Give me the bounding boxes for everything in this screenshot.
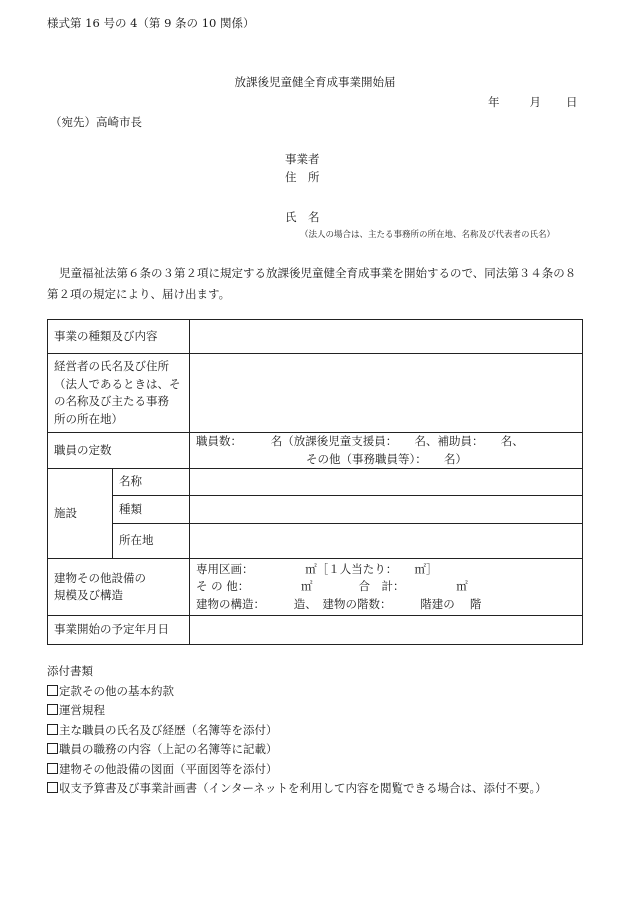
table-row	[48, 496, 583, 524]
business-type-value[interactable]	[190, 320, 583, 354]
facility-location-label: 所在地	[113, 524, 190, 559]
applicant-address-label: 住 所	[285, 170, 320, 184]
applicant-block	[285, 150, 320, 186]
table-row	[48, 354, 583, 433]
facility-location-value[interactable]	[190, 524, 583, 559]
checkbox-icon[interactable]	[47, 704, 58, 715]
attachment-item[interactable]: 運営規程	[47, 701, 547, 721]
operator-label: 経営者の氏名及び住所 （法人であるときは、そ の名称及び主たる事務 所の所在地）	[48, 354, 190, 433]
attachment-item[interactable]: 職員の職務の内容（上記の名簿等に記載）	[47, 740, 547, 760]
attachment-item[interactable]: 主な職員の氏名及び経歴（名簿等を添付）	[47, 721, 547, 741]
business-type-label: 事業の種類及び内容	[48, 320, 190, 354]
table-row	[48, 469, 583, 496]
start-date-label: 事業開始の予定年月日	[48, 616, 190, 645]
checkbox-icon[interactable]	[47, 763, 58, 774]
date-day: 日	[566, 95, 578, 109]
staff-label: 職員の定数	[48, 433, 190, 469]
document-title: 放課後児童健全育成事業開始届	[234, 75, 396, 89]
facility-type-value[interactable]	[190, 496, 583, 524]
application-table	[47, 319, 583, 645]
table-row	[48, 616, 583, 645]
facility-name-label: 名称	[113, 469, 190, 496]
attachment-item[interactable]: 建物その他設備の図面（平面図等を添付）	[47, 760, 547, 780]
date-month: 月	[529, 95, 541, 109]
facility-label: 施設	[48, 469, 113, 559]
start-date-value[interactable]	[190, 616, 583, 645]
facility-type-label: 種類	[113, 496, 190, 524]
table-row	[48, 433, 583, 469]
attachments-heading: 添付書類	[47, 664, 93, 678]
applicant-label: 事業者	[285, 152, 320, 166]
facility-name-value[interactable]	[190, 469, 583, 496]
checkbox-icon[interactable]	[47, 743, 58, 754]
checkbox-icon[interactable]	[47, 782, 58, 793]
attachments-section	[47, 662, 547, 799]
addressee: （宛先）高崎市長	[50, 115, 142, 129]
declaration-text: 児童福祉法第６条の３第２項に規定する放課後児童健全育成事業を開始するので、同法第３４条の８第２項の規定により、届け出ます。	[47, 266, 577, 301]
date-line	[488, 94, 578, 110]
attachment-item[interactable]: 収支予算書及び事業計画書（インターネットを利用して内容を閲覧できる場合は、添付不要。）	[47, 779, 547, 799]
building-value[interactable]: 専用区画： ㎡［１人当たり： ㎡］ そ の 他： ㎡ 合 計： ㎡ 建物の構造： 造、 建物の階数： 階建の 階	[190, 559, 583, 616]
checkbox-icon[interactable]	[47, 724, 58, 735]
form-number: 様式第 16 号の 4（第 9 条の 10 関係）	[47, 16, 255, 30]
building-label: 建物その他設備の 規模及び構造	[48, 559, 190, 616]
applicant-name-note: （法人の場合は、主たる事務所の所在地、名称及び代表者の氏名）	[300, 230, 556, 240]
checkbox-icon[interactable]	[47, 685, 58, 696]
date-year: 年	[488, 95, 500, 109]
applicant-name-label: 氏 名	[285, 210, 320, 224]
table-row	[48, 559, 583, 616]
table-row	[48, 320, 583, 354]
attachment-item[interactable]: 定款その他の基本約款	[47, 682, 547, 702]
staff-value[interactable]: 職員数： 名（放課後児童支援員： 名、補助員： 名、 その他（事務職員等）： 名）	[190, 433, 583, 469]
operator-value[interactable]	[190, 354, 583, 433]
table-row	[48, 524, 583, 559]
